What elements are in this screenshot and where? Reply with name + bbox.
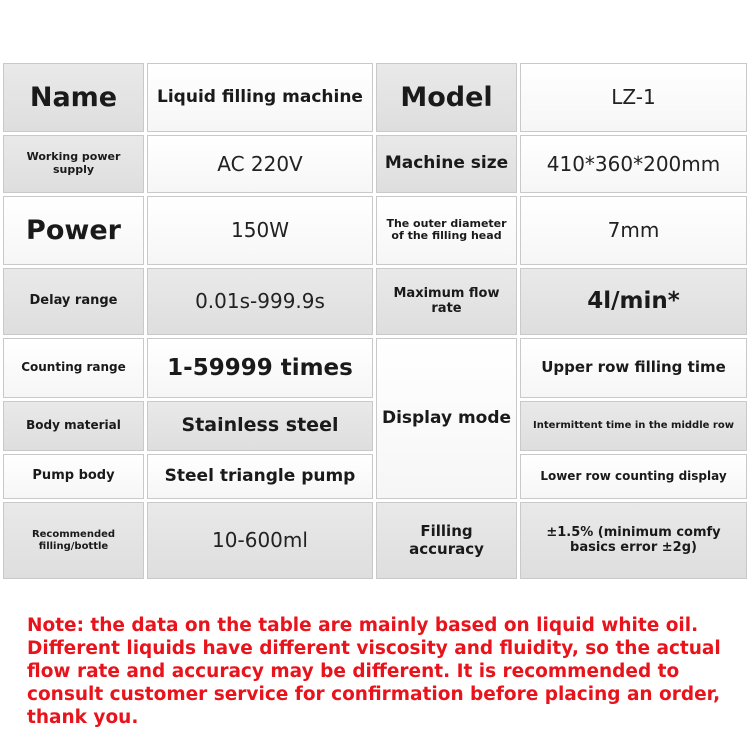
value-power: 150W: [147, 196, 373, 265]
table-row: [3, 268, 747, 335]
value-body-material: Stainless steel: [147, 401, 373, 451]
table-row: [3, 454, 747, 499]
label-head-diameter: The outer diameter of the filling head: [376, 196, 517, 265]
table-row: [3, 135, 747, 192]
label-counting-range: Counting range: [3, 338, 144, 398]
value-power-supply: AC 220V: [147, 135, 373, 192]
table-row: [3, 63, 747, 132]
spec-table: [0, 60, 750, 582]
table-row: [3, 401, 747, 451]
table-row: [3, 338, 747, 398]
value-pump-body: Steel triangle pump: [147, 454, 373, 499]
value-machine-size: 410*360*200mm: [520, 135, 747, 192]
label-body-material: Body material: [3, 401, 144, 451]
label-delay-range: Delay range: [3, 268, 144, 335]
value-display-upper: Upper row filling time: [520, 338, 747, 398]
label-pump-body: Pump body: [3, 454, 144, 499]
value-delay-range: 0.01s-999.9s: [147, 268, 373, 335]
label-recommended-filling: Recommended filling/bottle: [3, 502, 144, 579]
value-recommended-filling: 10-600ml: [147, 502, 373, 579]
value-filling-accuracy: ±1.5% (minimum comfy basics error ±2g): [520, 502, 747, 579]
value-model: LZ-1: [520, 63, 747, 132]
label-power: Power: [3, 196, 144, 265]
value-head-diameter: 7mm: [520, 196, 747, 265]
label-filling-accuracy: Filling accuracy: [376, 502, 517, 579]
label-display-mode: Display mode: [376, 338, 517, 499]
value-display-middle: Intermittent time in the middle row: [520, 401, 747, 451]
table-row: [3, 502, 747, 579]
value-max-flow-rate: 4l/min*: [520, 268, 747, 335]
value-name: Liquid filling machine: [147, 63, 373, 132]
table-row: [3, 196, 747, 265]
label-power-supply: Working power supply: [3, 135, 144, 192]
value-counting-range: 1-59999 times: [147, 338, 373, 398]
label-machine-size: Machine size: [376, 135, 517, 192]
label-name: Name: [3, 63, 144, 132]
label-model: Model: [376, 63, 517, 132]
label-max-flow-rate: Maximum flow rate: [376, 268, 517, 335]
disclaimer-note: Note: the data on the table are mainly based on liquid white oil. Different liquids have different viscosity and fluidity, so the actual flow rate and accuracy may be different. It is recommended to consult customer service for confirmation before placing an order, thank you.: [27, 615, 721, 728]
value-display-lower: Lower row counting display: [520, 454, 747, 499]
